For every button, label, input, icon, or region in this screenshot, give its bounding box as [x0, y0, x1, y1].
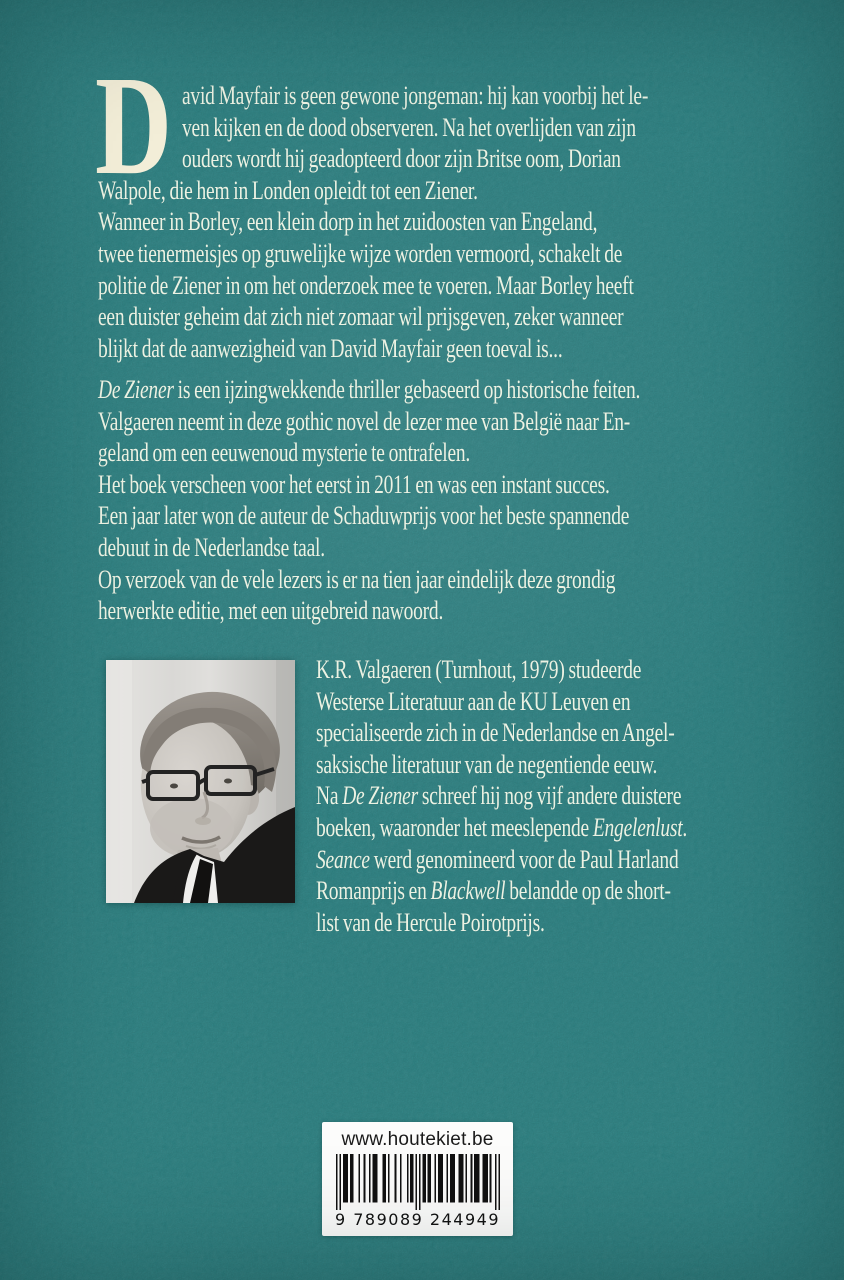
author-photo: [106, 660, 295, 903]
text-line: twee tienermeisjes op gruwelijke wijze worden vermoord, schakelt de: [98, 238, 623, 268]
text-line: avid Mayfair is geen gewone jongeman: hij kan voorbij het le-: [182, 81, 649, 110]
author-bio-section: [316, 654, 766, 938]
synopsis-paragraph: [95, 46, 746, 364]
text-line: geland om een eeuwenoud mysterie te ontrafelen.: [98, 438, 471, 468]
text-line: blijkt dat de aanwezigheid van David Mayfair geen toeval is...: [98, 333, 563, 363]
synopsis-lines: [98, 80, 746, 364]
text-line: Romanprijs en Blackwell belandde op de short-: [316, 876, 671, 906]
text-line: Westerse Literatuur aan de KU Leuven en: [316, 686, 631, 716]
text-line: Seance werd genomineerd voor de Paul Harland: [316, 844, 679, 874]
text-line: specialiseerde zich in de Nederlandse en Angel-: [316, 718, 675, 748]
text-line: politie de Ziener in om het onderzoek mee te voeren. Maar Borley heeft: [98, 270, 634, 300]
about-book-paragraph: [98, 374, 746, 627]
text-line: ven kijken en de dood observeren. Na het overlijden van zijn: [182, 112, 636, 142]
ean-barcode: [336, 1154, 500, 1210]
about-book-lines: [98, 374, 746, 627]
text-line: Valgaeren neemt in deze gothic novel de lezer mee van België naar En-: [98, 406, 631, 436]
author-bio-lines: [316, 654, 766, 938]
text-line: boeken, waaronder het meeslepende Engelenlust.: [316, 812, 688, 842]
barcode-label: [322, 1122, 513, 1236]
text-line: Wanneer in Borley, een klein dorp in het zuidoosten van Engeland,: [98, 207, 598, 237]
drop-cap: D: [95, 46, 172, 204]
author-portrait-illustration: [106, 660, 295, 903]
text-line: een duister geheim dat zich niet zomaar wil prijsgeven, zeker wanneer: [98, 302, 624, 332]
text-line: debuut in de Nederlandse taal.: [98, 532, 325, 562]
text-line: saksische literatuur van de negentiende eeuw.: [316, 749, 658, 779]
text-line: list van de Hercule Poirotprijs.: [316, 907, 545, 937]
text-line: Walpole, die hem in Londen opleidt tot een Ziener.: [98, 175, 478, 205]
text-line: De Ziener is een ijzingwekkende thriller gebaseerd op historische feiten.: [98, 375, 641, 404]
text-line: Op verzoek van de vele lezers is er na tien jaar eindelijk deze grondig: [98, 564, 616, 594]
isbn-number: 9 789089 244949: [334, 1210, 500, 1229]
text-line: ouders wordt hij geadopteerd door zijn Britse oom, Dorian: [182, 144, 621, 174]
text-line: herwerkte editie, met een uitgebreid nawoord.: [98, 596, 444, 626]
text-line: K.R. Valgaeren (Turnhout, 1979) studeerde: [316, 655, 642, 684]
text-line: Een jaar later won de auteur de Schaduwprijs voor het beste spannende: [98, 501, 630, 531]
text-line: Het boek verscheen voor het eerst in 2011 en was een instant succes.: [98, 469, 610, 499]
text-line: Na De Ziener schreef hij nog vijf andere duistere: [316, 781, 682, 811]
publisher-website: www.houtekiet.be: [341, 1129, 494, 1150]
